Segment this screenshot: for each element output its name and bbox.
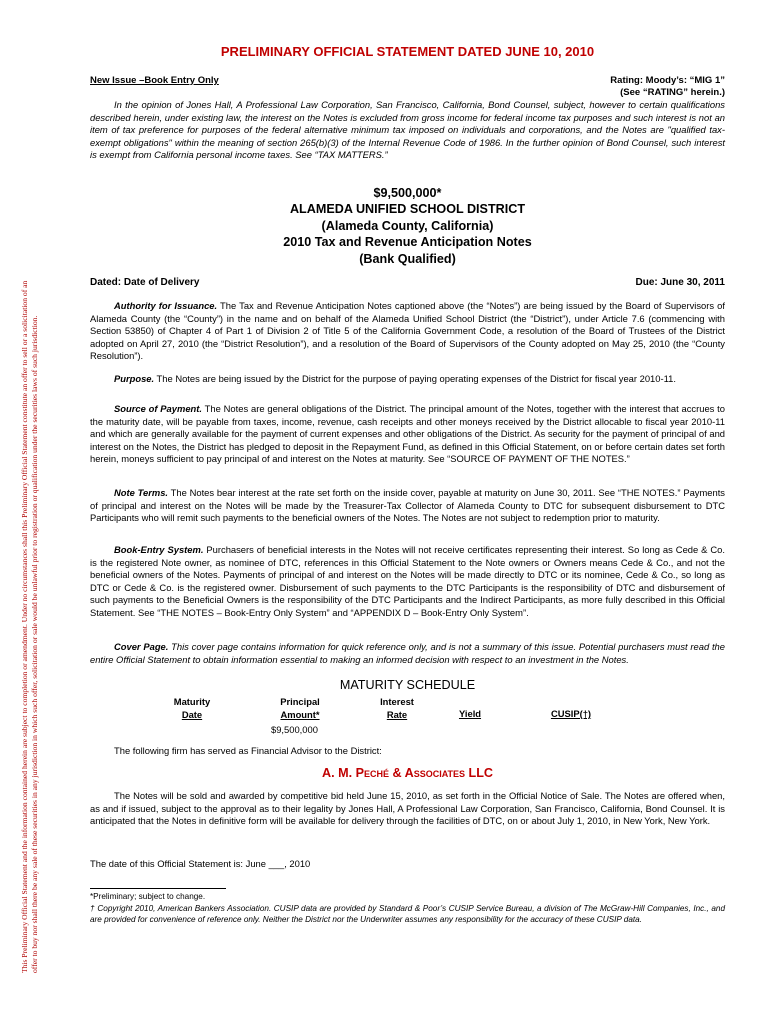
col-principal-amount bbox=[270, 696, 330, 721]
cover-page-paragraph bbox=[90, 641, 725, 666]
purpose-text: The Notes are being issued by the District for the purpose of paying operating expenses of the District for fiscal year 2010-11. bbox=[154, 373, 676, 384]
col-principal-line2: Amount* bbox=[280, 708, 320, 720]
bond-counsel-opinion: In the opinion of Jones Hall, A Professional Law Corporation, San Francisco, California, Bond Counsel, subject, however to certain qualifications described herein, under existing law, the interest on the Notes is excluded from gross income for federal income tax purposes and such interest is not an item of tax preference for purposes of the federal alternative minimum tax imposed on individuals and corporations, and the Notes are "qualified tax-exempt obligations" within the meaning of section 265(b)(3) of the Internal Revenue Code of 1986. In the further opinion of Bond Counsel, such interest is exempt from California personal income taxes. See “TAX MATTERS.” bbox=[90, 99, 725, 161]
rating-line2: (See “RATING” herein.) bbox=[620, 87, 725, 98]
book-entry-paragraph bbox=[90, 544, 725, 620]
col-maturity-date bbox=[170, 696, 214, 721]
side-disclaimer-text bbox=[20, 38, 40, 973]
issue-amount: $9,500,000* bbox=[373, 186, 442, 200]
source-text: The Notes are general obligations of the District. The principal amount of the Notes, together with the interest that accrues to the maturity date, will be payable from taxes, income, revenue, cash receipts and other moneys received by the District allocable to fiscal year 2010-11 and which are generally available for the payment of current expenses and other obligations of the District. As security for the payment of principal of and interest on the Notes, the District has pledged to deposit in the Repayment Fund, as defined in this Official Statement, on or before certain dates set forth herein, moneys sufficient to pay principal of and interest on the Notes at maturity. See “SOURCE OF PAYMENT OF THE NOTES.” bbox=[90, 403, 726, 465]
due-date: Due: June 30, 2011 bbox=[635, 277, 725, 288]
financial-advisor-line: The following firm has served as Financial Advisor to the District: bbox=[114, 745, 382, 756]
source-paragraph bbox=[90, 403, 725, 466]
book-entry-heading: Book-Entry System. bbox=[114, 544, 204, 555]
purpose-heading: Purpose. bbox=[114, 373, 155, 384]
principal-amount-value: $9,500,000 bbox=[271, 724, 318, 735]
col-maturity-line1: Maturity bbox=[173, 696, 211, 707]
preliminary-heading: PRELIMINARY OFFICIAL STATEMENT DATED JUNE 10, 2010 bbox=[220, 44, 595, 59]
col-yield bbox=[450, 708, 490, 721]
col-cusip bbox=[536, 708, 606, 721]
footnote-cusip: † Copyright 2010, American Bankers Association. CUSIP data are provided by Standard & Poor’s CUSIP Service Bureau, a division of The McGraw-Hill Companies, Inc., and are provided for convenience of reference only. Neither the District nor the Underwriter assumes any responsibility for the accuracy of these CUSIP data. bbox=[90, 904, 725, 925]
cover-page-text: This cover page contains information for quick reference only, and is not a summary of this issue. Potential purchasers must read the entire Official Statement to obtain information essential to making an informed decision with respect to an investment in the Notes. bbox=[90, 641, 725, 665]
issuer-county: (Alameda County, California) bbox=[321, 218, 494, 233]
col-maturity-line2: Date bbox=[181, 708, 203, 720]
authority-text: The Tax and Revenue Anticipation Notes captioned above (the “Notes”) are being issued by the Board of Supervisors of Alameda County (the “County”) in the name and on behalf of the Alameda Unified School District (the “District”), under Article 7.6 (commencing with Section 53850) of Chapter 4 of Part 1 of Division 2 of Title 5 of the California Government Code, a resolution of the Board of Trustees of the District adopted on April 27, 2010 (the “District Resolution”), and a resolution of the Board of Supervisors of the County adopted on May 25, 2010 (the “County Resolution”). bbox=[90, 300, 725, 362]
dated-date: Dated: Date of Delivery bbox=[90, 277, 200, 288]
col-cusip-label: CUSIP(†) bbox=[550, 708, 592, 719]
sale-paragraph: The Notes will be sold and awarded by competitive bid held June 15, 2010, as set forth in the Official Notice of Sale. The Notes are offered when, as and if issued, subject to the approval as to their legality by Jones Hall, A Professional Law Corporation, San Francisco, California, Bond Counsel. It is anticipated that the Notes in definitive form will be available for delivery through the facilities of DTC, on or about July 1, 2010, in New York, New York. bbox=[90, 790, 725, 827]
col-principal-line1: Principal bbox=[280, 696, 320, 707]
rating-line1: Rating: Moody’s: “MIG 1” bbox=[610, 75, 725, 86]
financial-advisor-firm: A. M. Peché & Associates LLC bbox=[321, 766, 494, 780]
issuer-name: ALAMEDA UNIFIED SCHOOL DISTRICT bbox=[289, 202, 526, 217]
col-interest-line2: Rate bbox=[386, 708, 408, 720]
bank-qualified: (Bank Qualified) bbox=[359, 251, 456, 266]
maturity-schedule-title: MATURITY SCHEDULE bbox=[339, 678, 476, 692]
side-disclaimer bbox=[20, 38, 50, 973]
side-disclaimer-line1: This Preliminary Official Statement and the information contained herein are subject to completion or amendment. Under no circumstances shall this Preliminary Official Statement constitute an offer to sell or a solicitation of an bbox=[20, 280, 29, 973]
footnote-preliminary: *Preliminary; subject to change. bbox=[90, 892, 206, 901]
side-disclaimer-line2: offer to buy nor shall there be any sale of these securities in any jurisdiction in which such offer, solicitation or sale would be unlawful prior to registration or qualification under the securities laws of such jurisdiction. bbox=[30, 315, 39, 973]
source-heading: Source of Payment. bbox=[114, 403, 202, 414]
authority-paragraph bbox=[90, 300, 725, 363]
terms-paragraph bbox=[90, 487, 725, 525]
cover-page-heading: Cover Page. bbox=[114, 641, 169, 652]
authority-heading: Authority for Issuance. bbox=[114, 300, 218, 311]
title-block bbox=[90, 185, 725, 267]
new-issue-label: New Issue –Book Entry Only bbox=[90, 75, 219, 86]
col-interest-rate bbox=[372, 696, 422, 721]
statement-date: The date of this Official Statement is: June ___, 2010 bbox=[90, 858, 311, 869]
book-entry-text: Purchasers of beneficial interests in the Notes will not receive certificates representing their interest. So long as Cede & Co. is the registered Note owner, as nominee of DTC, references in this Official Statement to the Note owners or Owners means Cede & Co., and not the beneficial owners of the Notes. Payments of principal of and interest on the Notes will be made directly to DTC or its nominee, Cede & Co., so long as DTC or Cede & Co. is the registered owner. Disbursement of such payments to the DTC Participants is the responsibility of DTC and disbursement of such payments to the Beneficial Owners is the responsibility of the DTC Participants and the Indirect Participants, as more fully described in this Official Statement. See “THE NOTES – Book-Entry Only System” and “APPENDIX D – Book-Entry Only System”. bbox=[90, 544, 725, 618]
col-interest-line1: Interest bbox=[380, 696, 414, 707]
terms-text: The Notes bear interest at the rate set forth on the inside cover, payable at maturity on June 30, 2011. See “THE NOTES.” Payments of principal and interest on the Notes will be made by the Treasurer-Tax Collector of Alameda County to DTC for subsequent disbursement to DTC Participants who will remit such payments to the beneficial owners of the Notes. The Notes are not subject to redemption prior to maturity. bbox=[90, 487, 725, 524]
footnote-rule bbox=[90, 888, 226, 889]
rating-block bbox=[610, 75, 725, 99]
notes-title: 2010 Tax and Revenue Anticipation Notes bbox=[283, 235, 532, 250]
col-yield-label: Yield bbox=[458, 708, 482, 719]
terms-heading: Note Terms. bbox=[114, 487, 169, 498]
purpose-paragraph bbox=[90, 373, 725, 386]
